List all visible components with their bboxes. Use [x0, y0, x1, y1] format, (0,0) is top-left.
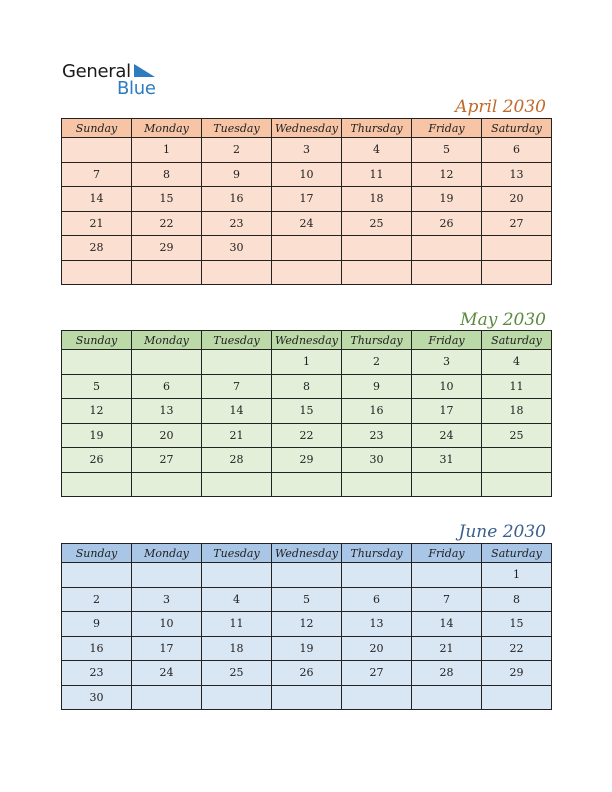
day-cell: 18 [482, 399, 552, 424]
day-cell: 24 [132, 661, 202, 686]
day-cell [62, 472, 132, 497]
day-cell: 15 [132, 187, 202, 212]
week-row [62, 661, 552, 686]
day-cell [202, 563, 272, 588]
day-cell: 8 [482, 587, 552, 612]
day-cell: 11 [482, 374, 552, 399]
week-row [62, 350, 552, 375]
day-cell: 8 [132, 162, 202, 187]
month-table [61, 118, 552, 285]
weekday-header: Thursday [342, 331, 412, 350]
weekday-header: Friday [412, 119, 482, 138]
day-cell: 3 [412, 350, 482, 375]
day-cell: 26 [62, 448, 132, 473]
day-cell: 30 [62, 685, 132, 710]
day-cell [482, 260, 552, 285]
weekday-header: Wednesday [272, 119, 342, 138]
weekday-header: Saturday [482, 331, 552, 350]
day-cell: 13 [482, 162, 552, 187]
day-cell: 22 [272, 423, 342, 448]
week-row [62, 236, 552, 261]
day-cell: 8 [272, 374, 342, 399]
day-cell [342, 472, 412, 497]
day-cell [132, 472, 202, 497]
day-cell [412, 472, 482, 497]
day-cell: 1 [132, 138, 202, 163]
day-cell: 7 [62, 162, 132, 187]
day-cell: 26 [272, 661, 342, 686]
week-row [62, 187, 552, 212]
day-cell: 13 [342, 612, 412, 637]
weekday-header: Wednesday [272, 544, 342, 563]
day-cell: 21 [412, 636, 482, 661]
day-cell: 6 [342, 587, 412, 612]
week-row [62, 472, 552, 497]
day-cell: 5 [62, 374, 132, 399]
day-cell: 21 [202, 423, 272, 448]
day-cell: 2 [342, 350, 412, 375]
day-cell: 5 [412, 138, 482, 163]
weekday-header-row [62, 119, 552, 138]
week-row [62, 612, 552, 637]
day-cell: 20 [482, 187, 552, 212]
weekday-header: Monday [132, 544, 202, 563]
day-cell [132, 260, 202, 285]
week-row [62, 399, 552, 424]
weekday-header: Thursday [342, 544, 412, 563]
day-cell: 17 [272, 187, 342, 212]
day-cell: 12 [272, 612, 342, 637]
day-cell: 9 [342, 374, 412, 399]
day-cell: 31 [412, 448, 482, 473]
day-cell [412, 685, 482, 710]
day-cell: 1 [482, 563, 552, 588]
day-cell [272, 236, 342, 261]
day-cell: 11 [202, 612, 272, 637]
day-cell: 14 [412, 612, 482, 637]
day-cell: 12 [412, 162, 482, 187]
week-row [62, 587, 552, 612]
day-cell [202, 685, 272, 710]
weekday-header: Tuesday [202, 544, 272, 563]
week-row [62, 260, 552, 285]
day-cell: 30 [342, 448, 412, 473]
day-cell: 27 [132, 448, 202, 473]
day-cell: 24 [272, 211, 342, 236]
day-cell [412, 260, 482, 285]
day-cell: 18 [202, 636, 272, 661]
day-cell: 27 [482, 211, 552, 236]
week-row [62, 211, 552, 236]
month-title: May 2030 [460, 310, 546, 330]
logo-blue-text: Blue [117, 78, 156, 99]
day-cell: 18 [342, 187, 412, 212]
day-cell [62, 563, 132, 588]
day-cell [342, 236, 412, 261]
day-cell [272, 260, 342, 285]
weekday-header: Wednesday [272, 331, 342, 350]
week-row [62, 563, 552, 588]
day-cell: 6 [482, 138, 552, 163]
general-blue-logo [62, 61, 172, 101]
day-cell: 24 [412, 423, 482, 448]
day-cell [482, 448, 552, 473]
weekday-header: Friday [412, 544, 482, 563]
day-cell: 9 [62, 612, 132, 637]
day-cell [272, 685, 342, 710]
month-table [61, 330, 552, 497]
weekday-header: Friday [412, 331, 482, 350]
day-cell [202, 350, 272, 375]
day-cell [132, 563, 202, 588]
day-cell [342, 563, 412, 588]
day-cell: 2 [202, 138, 272, 163]
day-cell: 6 [132, 374, 202, 399]
day-cell [482, 472, 552, 497]
day-cell: 23 [342, 423, 412, 448]
day-cell: 25 [342, 211, 412, 236]
day-cell: 3 [132, 587, 202, 612]
day-cell: 28 [202, 448, 272, 473]
day-cell: 15 [482, 612, 552, 637]
day-cell: 5 [272, 587, 342, 612]
day-cell: 16 [202, 187, 272, 212]
day-cell: 20 [342, 636, 412, 661]
month-title: April 2030 [455, 97, 546, 117]
day-cell [132, 685, 202, 710]
day-cell [272, 472, 342, 497]
day-cell: 9 [202, 162, 272, 187]
day-cell: 16 [342, 399, 412, 424]
day-cell [62, 260, 132, 285]
logo-triangle-icon [134, 64, 156, 78]
day-cell: 15 [272, 399, 342, 424]
day-cell [62, 350, 132, 375]
week-row [62, 636, 552, 661]
day-cell [202, 260, 272, 285]
day-cell: 4 [202, 587, 272, 612]
day-cell: 29 [272, 448, 342, 473]
day-cell: 4 [482, 350, 552, 375]
day-cell: 14 [202, 399, 272, 424]
weekday-header-row [62, 544, 552, 563]
day-cell: 19 [412, 187, 482, 212]
day-cell [62, 138, 132, 163]
day-cell: 25 [202, 661, 272, 686]
day-cell: 10 [132, 612, 202, 637]
day-cell: 11 [342, 162, 412, 187]
day-cell: 10 [412, 374, 482, 399]
weekday-header: Sunday [62, 544, 132, 563]
day-cell: 17 [132, 636, 202, 661]
weekday-header: Saturday [482, 544, 552, 563]
day-cell: 23 [62, 661, 132, 686]
day-cell: 4 [342, 138, 412, 163]
day-cell [412, 236, 482, 261]
day-cell: 10 [272, 162, 342, 187]
day-cell: 12 [62, 399, 132, 424]
day-cell: 22 [482, 636, 552, 661]
day-cell: 29 [482, 661, 552, 686]
month-table [61, 543, 552, 710]
day-cell: 7 [412, 587, 482, 612]
logo-general-text: General [62, 61, 131, 82]
day-cell: 25 [482, 423, 552, 448]
weekday-header: Sunday [62, 331, 132, 350]
day-cell [482, 236, 552, 261]
day-cell: 22 [132, 211, 202, 236]
day-cell: 30 [202, 236, 272, 261]
weekday-header: Thursday [342, 119, 412, 138]
day-cell: 29 [132, 236, 202, 261]
day-cell [342, 260, 412, 285]
day-cell [482, 685, 552, 710]
month-title: June 2030 [458, 522, 546, 542]
weekday-header: Monday [132, 119, 202, 138]
week-row [62, 685, 552, 710]
day-cell: 28 [62, 236, 132, 261]
week-row [62, 162, 552, 187]
day-cell: 21 [62, 211, 132, 236]
day-cell: 19 [272, 636, 342, 661]
day-cell: 16 [62, 636, 132, 661]
day-cell: 26 [412, 211, 482, 236]
day-cell: 20 [132, 423, 202, 448]
week-row [62, 448, 552, 473]
weekday-header: Sunday [62, 119, 132, 138]
week-row [62, 138, 552, 163]
day-cell [412, 563, 482, 588]
day-cell [272, 563, 342, 588]
day-cell: 28 [412, 661, 482, 686]
day-cell: 19 [62, 423, 132, 448]
day-cell: 27 [342, 661, 412, 686]
day-cell: 14 [62, 187, 132, 212]
day-cell: 3 [272, 138, 342, 163]
weekday-header: Tuesday [202, 331, 272, 350]
day-cell: 2 [62, 587, 132, 612]
day-cell: 1 [272, 350, 342, 375]
day-cell [342, 685, 412, 710]
day-cell: 13 [132, 399, 202, 424]
weekday-header: Tuesday [202, 119, 272, 138]
day-cell [202, 472, 272, 497]
weekday-header-row [62, 331, 552, 350]
day-cell [132, 350, 202, 375]
day-cell: 23 [202, 211, 272, 236]
day-cell: 7 [202, 374, 272, 399]
weekday-header: Saturday [482, 119, 552, 138]
week-row [62, 423, 552, 448]
weekday-header: Monday [132, 331, 202, 350]
week-row [62, 374, 552, 399]
day-cell: 17 [412, 399, 482, 424]
